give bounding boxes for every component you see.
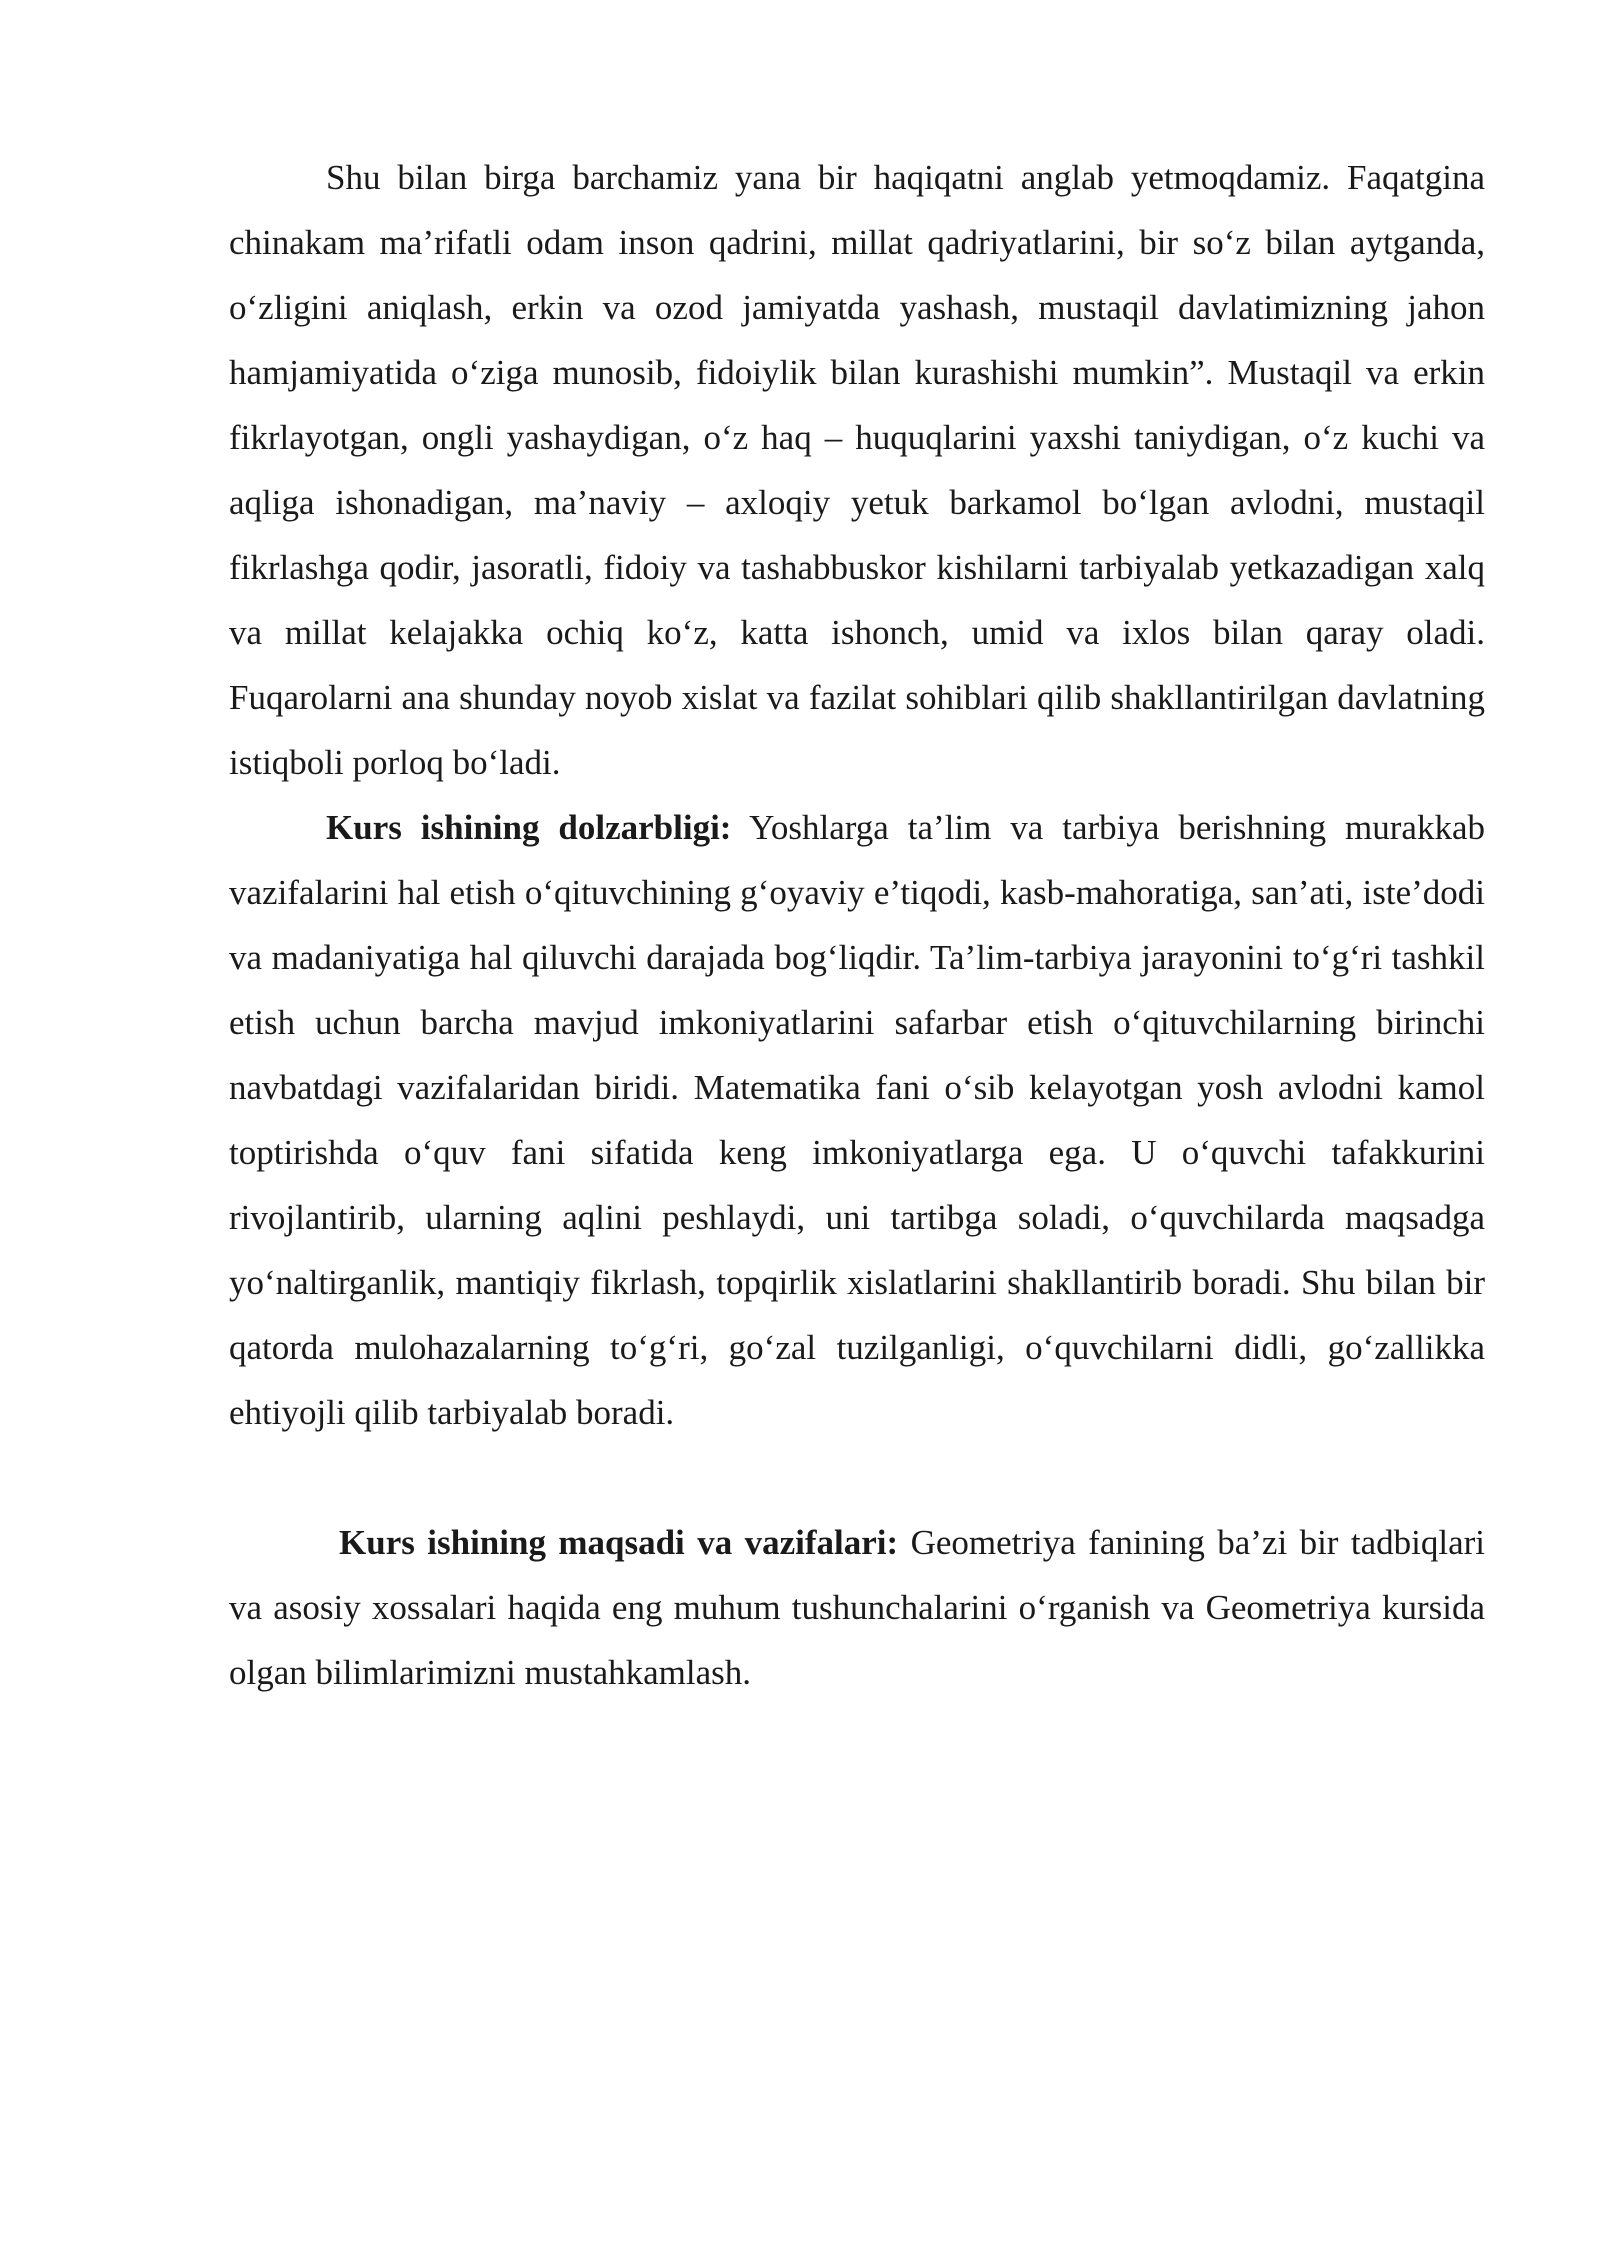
paragraph-intro-text: Shu bilan birga barchamiz yana bir haqiqatni anglab yetmoqdamiz. Faqatgina chinakam ma’rifatli odam inson qadrini, millat qadriyatlarini, bir so‘z bilan aytganda, o‘zligini aniqlash, erkin va ozod jamiyatda yashash, mustaqil davlatimizning jahon hamjamiyatida o‘ziga munosib, fidoiylik bilan kurashishi mumkin”. Mustaqil va erkin fikrlayotgan, ongli yashaydigan, o‘z haq – huquqlarini yaxshi taniydigan, o‘z kuchi va aqliga ishonadigan, ma’naviy – axloqiy yetuk barkamol bo‘lgan avlodni, mustaqil fikrlashga qodir, jasoratli, fidoiy va tashabbuskor kishilarni tarbiyalab yetkazadigan xalq va millat kelajakka ochiq ko‘z, katta ishonch, umid va ixlos bilan qaray oladi. Fuqarolarni ana shunday noyob xislat va fazilat sohiblari qilib shakllantirilgan davlatning istiqboli porloq bo‘ladi.: [229, 158, 1485, 782]
document-body: [229, 145, 1485, 1705]
goals-heading: Kurs ishining maqsadi va vazifalari:: [339, 1523, 899, 1562]
paragraph-intro: [229, 145, 1485, 795]
paragraph-goals: [229, 1510, 1485, 1705]
paragraph-relevance-text: Yoshlarga ta’lim va tarbiya berishning murakkab vazifalarini hal etish o‘qituvchining g‘oyaviy e’tiqodi, kasb-mahoratiga, san’ati, iste’dodi va madaniyatiga hal qiluvchi darajada bog‘liqdir. Ta’lim-tarbiya jarayonini to‘g‘ri tashkil etish uchun barcha mavjud imkoniyatlarini safarbar etish o‘qituvchilarning birinchi navbatdagi vazifalaridan biridi. Matematika fani o‘sib kelayotgan yosh avlodni kamol toptirishda o‘quv fani sifatida keng imkoniyatlarga ega. U o‘quvchi tafakkurini rivojlantirib, ularning aqlini peshlaydi, uni tartibga soladi, o‘quvchilarda maqsadga yo‘naltirganlik, mantiqiy fikrlash, topqirlik xislatlarini shakllantirib boradi. Shu bilan bir qatorda mulohazalarning to‘g‘ri, go‘zal tuzilganligi, o‘quvchilarni didli, go‘zallikka ehtiyojli qilib tarbiyalab boradi.: [229, 808, 1485, 1432]
paragraph-relevance: [229, 795, 1485, 1445]
relevance-heading: Kurs ishining dolzarbligi:: [326, 808, 732, 847]
paragraph-goals-text: Geometriya fanining ba’zi bir tadbiqlari va asosiy xossalari haqida eng muhum tushunchalarini o‘rganish va Geometriya kursida olgan bilimlarimizni mustahkamlash.: [229, 1523, 1485, 1692]
